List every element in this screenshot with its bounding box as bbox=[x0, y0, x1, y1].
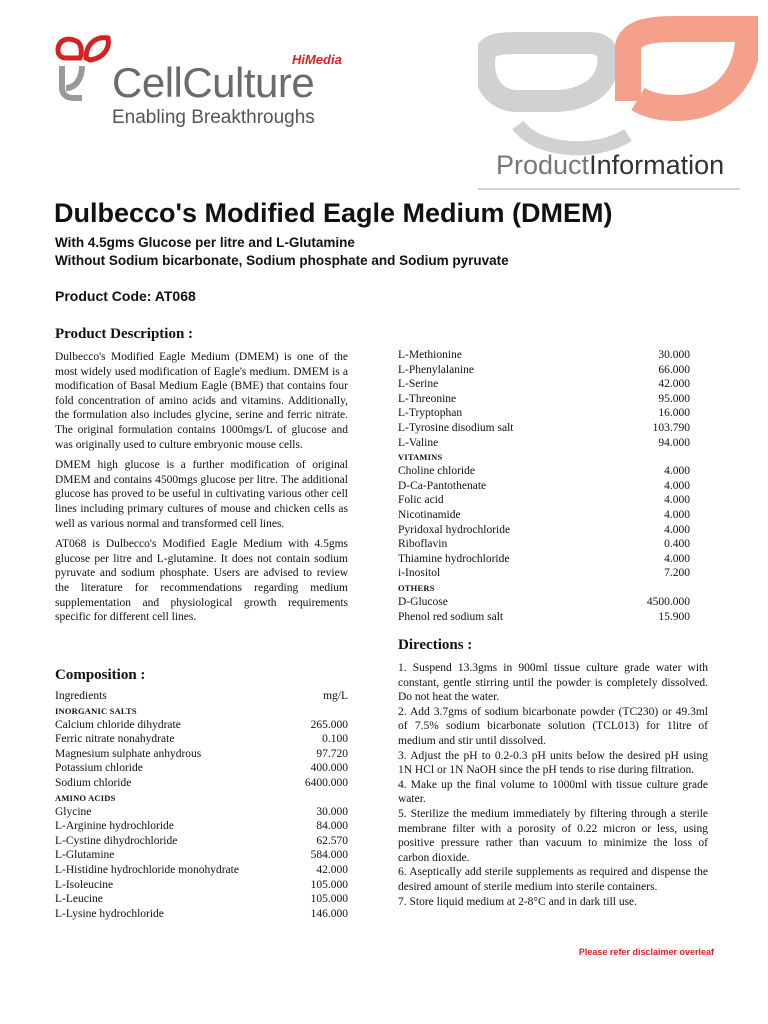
ingredient-amount: 84.000 bbox=[316, 820, 348, 833]
ingredient-amount: 42.000 bbox=[658, 378, 690, 391]
ingredient-amount: 4.000 bbox=[664, 465, 690, 478]
composition-row bbox=[55, 776, 348, 791]
ingredient-name: D-Ca-Pantothenate bbox=[398, 479, 487, 492]
ingredient-name: Sodium chloride bbox=[55, 776, 132, 789]
composition-section-label: AMINO ACIDS bbox=[55, 792, 116, 803]
composition-section-label: VITAMINS bbox=[398, 452, 443, 463]
ingredient-amount: 4500.000 bbox=[646, 595, 690, 608]
ingredient-amount: 0.100 bbox=[322, 733, 348, 746]
ingredient-name: L-Methionine bbox=[398, 349, 462, 361]
ingredient-amount: 105.000 bbox=[310, 878, 348, 891]
ingredient-name: L-Lysine hydrochloride bbox=[55, 907, 164, 920]
ingredient-amount: 4.000 bbox=[664, 479, 690, 492]
description-paragraph: DMEM high glucose is a further modification of original DMEM and contains 4500mgs glucose per litre. The additional glucose has proved to be useful in cultivating various other cell lines including primary cultures of mouse and chicken cells as well as various normal and transformed cell lines. bbox=[55, 459, 348, 530]
ingredient-amount: 265.000 bbox=[310, 718, 348, 731]
directions-list bbox=[398, 661, 708, 909]
ingredient-name: L-Tryptophan bbox=[398, 407, 463, 420]
ingredient-amount: 4.000 bbox=[664, 494, 690, 507]
ingredient-name: i-Inositol bbox=[398, 567, 441, 580]
description-body bbox=[55, 350, 348, 631]
ingredient-amount: 94.000 bbox=[658, 436, 690, 449]
ingredient-name: D-Glucose bbox=[398, 595, 448, 608]
composition-row bbox=[398, 348, 690, 363]
composition-row bbox=[55, 892, 348, 907]
disclaimer-note: Please refer disclaimer overleaf bbox=[578, 947, 714, 957]
ingredient-amount: 0.400 bbox=[664, 538, 690, 551]
ingredient-name: Calcium chloride dihydrate bbox=[55, 718, 181, 731]
ingredient-amount: 4.000 bbox=[664, 552, 690, 565]
brand-name: CellCulture bbox=[112, 59, 315, 106]
ingredient-amount: 7.200 bbox=[664, 567, 690, 580]
product-code: Product Code: AT068 bbox=[55, 288, 196, 304]
composition-row bbox=[398, 552, 690, 567]
composition-row bbox=[398, 508, 690, 523]
composition-row bbox=[55, 718, 348, 733]
ingredient-name: L-Phenylalanine bbox=[398, 363, 475, 376]
direction-step: 1. Suspend 13.3gms in 900ml tissue culture grade water with constant, gentle stirring until the powder is completely dissolved. Do not heat the water. bbox=[398, 662, 708, 704]
ingredient-name: Nicotinamide bbox=[398, 508, 461, 521]
direction-step: 6. Aseptically add sterile supplements as required and dispense the desired amount of sterile medium into sterile containers. bbox=[398, 866, 708, 893]
composition-row bbox=[398, 436, 690, 451]
composition-row bbox=[398, 464, 690, 479]
page-title: Dulbecco's Modified Eagle Medium (DMEM) bbox=[54, 198, 613, 228]
composition-row bbox=[398, 392, 690, 407]
product-info-dark: Information bbox=[589, 150, 725, 180]
product-info-light: Product bbox=[496, 150, 590, 180]
composition-row bbox=[398, 377, 690, 392]
ingredient-name: L-Cystine dihydrochloride bbox=[55, 834, 178, 847]
ingredient-name: Ferric nitrate nonahydrate bbox=[55, 733, 175, 746]
ingredient-name: Thiamine hydrochloride bbox=[398, 552, 510, 565]
composition-table-left bbox=[55, 689, 348, 921]
ingredient-name: Pyridoxal hydrochloride bbox=[398, 523, 511, 536]
composition-row bbox=[398, 595, 690, 610]
composition-section-label: INORGANIC SALTS bbox=[55, 705, 137, 716]
ingredient-name: L-Threonine bbox=[398, 392, 457, 405]
ingredient-amount: 66.000 bbox=[658, 363, 690, 376]
composition-row bbox=[55, 863, 348, 878]
composition-row bbox=[398, 610, 690, 625]
ingredient-amount: 103.790 bbox=[652, 421, 690, 434]
direction-step: 7. Store liquid medium at 2-8°C and in dark till use. bbox=[398, 895, 638, 908]
composition-row bbox=[55, 761, 348, 776]
himedia-logo-icon bbox=[52, 32, 114, 102]
ingredient-amount: 4.000 bbox=[664, 508, 690, 521]
composition-row bbox=[398, 493, 690, 508]
ingredient-name: L-Leucine bbox=[55, 893, 103, 906]
composition-row bbox=[398, 566, 690, 581]
decorative-leaf-graphic bbox=[478, 15, 758, 165]
composition-row bbox=[55, 747, 348, 762]
direction-step: 2. Add 3.7gms of sodium bicarbonate powder (TC230) or 49.3ml of 7.5% sodium bicarbonate solution (TCL013) for 1litre of medium and stir until dissolved. bbox=[398, 705, 708, 747]
subtitle-glucose: With 4.5gms Glucose per litre and L-Glutamine bbox=[55, 235, 355, 250]
ingredient-name: Potassium chloride bbox=[55, 762, 143, 775]
brand-tag: HiMedia bbox=[292, 52, 342, 67]
units-column-header: mg/L bbox=[323, 690, 348, 702]
ingredient-name: L-Tyrosine disodium salt bbox=[398, 421, 514, 434]
ingredient-name: L-Glutamine bbox=[55, 849, 115, 862]
description-paragraph: Dulbecco's Modified Eagle Medium (DMEM) is one of the most widely used modification of Eagle's medium. DMEM is a modification of Basal Medium Eagle (BME) that contains four fold concentration of amino acids and vitamins. Additionally, the formulation also includes glycine, serine and ferric nitrate. The original formulation contains 1000mgs/L of glucose and was originally used to culture embryonic mouse cells. bbox=[55, 351, 348, 451]
directions-heading: Directions : bbox=[398, 637, 473, 653]
ingredient-amount: 400.000 bbox=[310, 762, 348, 775]
direction-step: 5. Sterilize the medium immediately by filtering through a sterile membrane filter with a porosity of 0.22 micron or less, using positive pressure rather than vacuum to minimize the loss of carbon dioxide. bbox=[398, 807, 708, 864]
composition-row bbox=[398, 363, 690, 378]
composition-row bbox=[398, 406, 690, 421]
ingredient-amount: 16.000 bbox=[658, 407, 690, 420]
ingredient-name: L-Serine bbox=[398, 378, 439, 391]
ingredient-name: Riboflavin bbox=[398, 538, 448, 551]
ingredient-amount: 30.000 bbox=[658, 349, 690, 361]
direction-step: 4. Make up the final volume to 1000ml with tissue culture grade water. bbox=[398, 778, 708, 806]
ingredient-name: Choline chloride bbox=[398, 465, 475, 478]
header-divider bbox=[478, 188, 740, 190]
composition-row bbox=[398, 537, 690, 552]
ingredient-amount: 4.000 bbox=[664, 523, 690, 536]
composition-table-right bbox=[398, 348, 690, 624]
composition-row bbox=[55, 848, 348, 863]
ingredient-amount: 15.900 bbox=[658, 610, 690, 623]
ingredient-name: L-Isoleucine bbox=[55, 878, 114, 891]
composition-row bbox=[55, 805, 348, 820]
ingredient-amount: 6400.000 bbox=[304, 776, 348, 789]
composition-row bbox=[398, 523, 690, 538]
composition-header-row bbox=[55, 689, 348, 704]
description-paragraph: AT068 is Dulbecco's Modified Eagle Medium with 4.5gms glucose per litre and L-glutamine. It does not contain sodium pyruvate and sodium phosphate. Users are advised to review the literature for recommendations regarding medium supplementation and physiological growth requirements specific for different cell lines. bbox=[55, 538, 348, 624]
product-information-label bbox=[496, 152, 724, 179]
composition-row bbox=[55, 732, 348, 747]
ingredient-amount: 62.570 bbox=[316, 834, 348, 847]
description-heading: Product Description : bbox=[55, 326, 194, 342]
composition-section-label: OTHERS bbox=[398, 582, 435, 593]
ingredient-name: L-Histidine hydrochloride monohydrate bbox=[55, 863, 239, 876]
ingredients-column-header: Ingredients bbox=[55, 690, 107, 702]
composition-heading: Composition : bbox=[55, 667, 146, 683]
composition-row bbox=[55, 819, 348, 834]
ingredient-amount: 146.000 bbox=[310, 907, 348, 920]
ingredient-amount: 95.000 bbox=[658, 392, 690, 405]
composition-row bbox=[398, 479, 690, 494]
subtitle-without: Without Sodium bicarbonate, Sodium phosphate and Sodium pyruvate bbox=[55, 253, 509, 268]
ingredient-name: Phenol red sodium salt bbox=[398, 610, 504, 623]
ingredient-amount: 42.000 bbox=[316, 863, 348, 876]
ingredient-name: L-Arginine hydrochloride bbox=[55, 820, 174, 833]
ingredient-name: Magnesium sulphate anhydrous bbox=[55, 747, 202, 760]
ingredient-name: Glycine bbox=[55, 805, 92, 818]
ingredient-amount: 97.720 bbox=[316, 747, 348, 760]
composition-row bbox=[55, 878, 348, 893]
ingredient-amount: 30.000 bbox=[316, 805, 348, 818]
ingredient-name: L-Valine bbox=[398, 436, 439, 449]
ingredient-name: Folic acid bbox=[398, 494, 444, 507]
composition-row bbox=[55, 907, 348, 922]
ingredient-amount: 584.000 bbox=[310, 849, 348, 862]
brand-slogan: Enabling Breakthroughs bbox=[112, 107, 315, 128]
composition-row bbox=[55, 834, 348, 849]
composition-row bbox=[398, 421, 690, 436]
ingredient-amount: 105.000 bbox=[310, 893, 348, 906]
direction-step: 3. Adjust the pH to 0.2-0.3 pH units below the desired pH using 1N HCl or 1N NaOH since the pH tends to rise during filtration. bbox=[398, 749, 708, 777]
